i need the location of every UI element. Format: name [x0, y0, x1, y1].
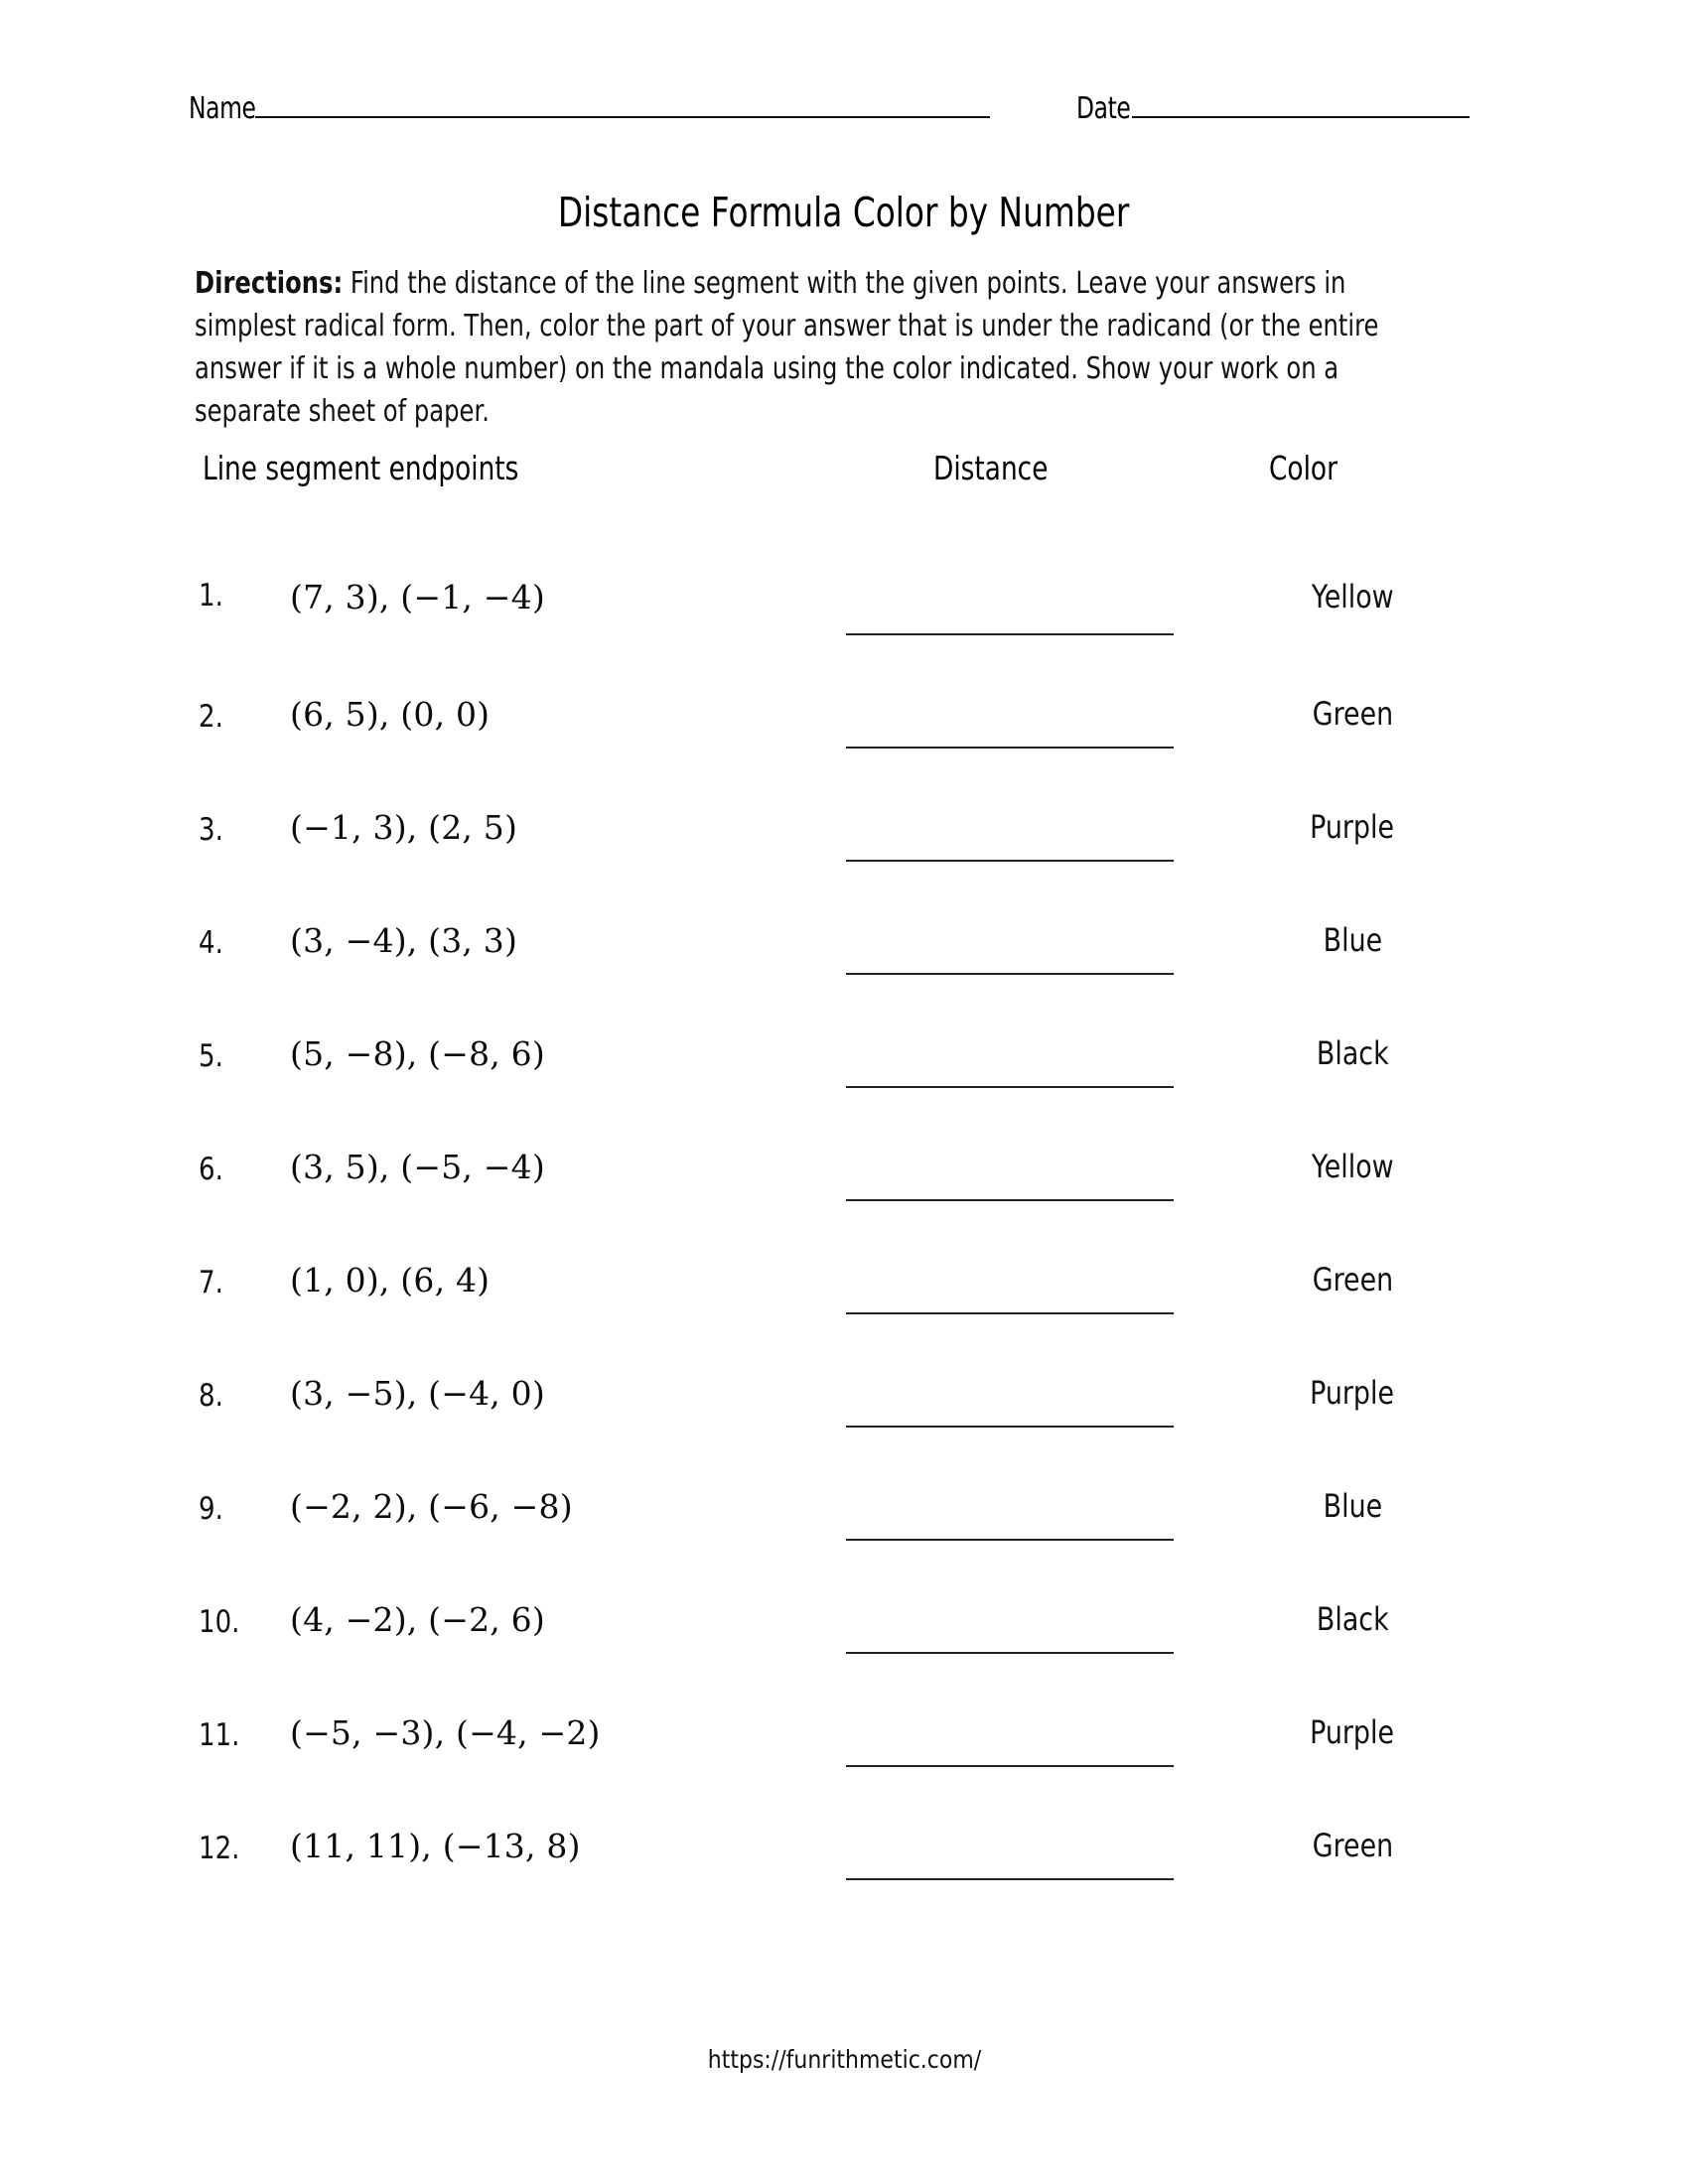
problem-row — [0, 1348, 1688, 1461]
problem-number — [199, 1038, 272, 1074]
problem-number-text: 3. — [199, 812, 223, 848]
problem-row — [0, 1574, 1688, 1688]
problem-number — [199, 1604, 272, 1640]
name-blank-line[interactable] — [255, 116, 990, 118]
problem-number — [199, 1717, 272, 1753]
name-label: Name — [189, 91, 256, 126]
problem-color — [1245, 1374, 1460, 1412]
date-blank-line[interactable] — [1132, 116, 1470, 118]
problem-row — [0, 556, 1688, 669]
directions-text: Find the distance of the line segment with the given points. Leave your answers in simplest radical form. Then, color the part of your answer that is under the radicand (or the entire answer if it is a whole number) on the mandala using the color indicated. Show your work on a separate sheet of paper. — [195, 266, 1379, 429]
answer-blank-line[interactable] — [846, 860, 1174, 862]
problem-number — [199, 1152, 272, 1187]
answer-blank-line[interactable] — [846, 1312, 1174, 1314]
problem-number — [199, 812, 272, 848]
problem-color — [1245, 921, 1460, 959]
problem-row — [0, 669, 1688, 782]
problem-row — [0, 782, 1688, 895]
problem-color-text: Black — [1316, 1034, 1389, 1072]
problem-row — [0, 1122, 1688, 1235]
problem-endpoints: (3, −4), (3, 3) — [290, 921, 518, 960]
problem-number — [199, 1378, 272, 1414]
directions-label: Directions: — [195, 266, 344, 301]
problem-endpoints: (−5, −3), (−4, −2) — [290, 1713, 601, 1752]
problem-number — [199, 925, 272, 961]
problem-endpoints: (5, −8), (−8, 6) — [290, 1034, 545, 1073]
problem-color — [1245, 1827, 1460, 1864]
problem-number — [199, 1831, 272, 1866]
problem-color-text: Green — [1312, 1261, 1393, 1298]
column-header-endpoints-text: Line segment endpoints — [203, 449, 519, 487]
column-header-color — [1269, 449, 1354, 487]
page-title — [0, 189, 1688, 236]
problem-number-text: 6. — [199, 1152, 223, 1187]
answer-blank-line[interactable] — [846, 1539, 1174, 1541]
problem-color — [1245, 1034, 1460, 1072]
answer-blank-line[interactable] — [846, 633, 1174, 635]
problem-color-text: Green — [1312, 1827, 1393, 1864]
problem-number-text: 10. — [199, 1604, 240, 1640]
date-label: Date — [1076, 91, 1131, 126]
problem-color — [1245, 578, 1460, 615]
problem-number-text: 9. — [199, 1491, 223, 1527]
problem-endpoints: (7, 3), (−1, −4) — [290, 578, 545, 616]
problem-color — [1245, 1261, 1460, 1298]
problem-number-text: 2. — [199, 699, 223, 735]
problem-endpoints: (−2, 2), (−6, −8) — [290, 1487, 573, 1526]
answer-blank-line[interactable] — [846, 1765, 1174, 1767]
answer-blank-line[interactable] — [846, 747, 1174, 749]
problem-color — [1245, 808, 1460, 846]
answer-blank-line[interactable] — [846, 1086, 1174, 1088]
column-header-color-text: Color — [1269, 449, 1337, 487]
problem-endpoints: (4, −2), (−2, 6) — [290, 1600, 545, 1639]
column-header-endpoints — [203, 449, 598, 487]
problem-endpoints: (−1, 3), (2, 5) — [290, 808, 518, 847]
problem-row — [0, 1009, 1688, 1122]
column-header-distance — [933, 449, 1076, 487]
name-date-header — [189, 91, 1470, 126]
problem-number-text: 12. — [199, 1831, 240, 1866]
problem-color-text: Purple — [1310, 1374, 1395, 1412]
footer — [0, 2045, 1688, 2074]
problem-endpoints: (3, 5), (−5, −4) — [290, 1148, 545, 1186]
problem-list — [0, 556, 1688, 1914]
problem-color-text: Black — [1316, 1600, 1389, 1638]
answer-blank-line[interactable] — [846, 1426, 1174, 1428]
problem-color — [1245, 695, 1460, 733]
answer-blank-line[interactable] — [846, 1652, 1174, 1654]
problem-color — [1245, 1487, 1460, 1525]
problem-endpoints: (1, 0), (6, 4) — [290, 1261, 491, 1299]
problem-number-text: 8. — [199, 1378, 223, 1414]
problem-endpoints: (6, 5), (0, 0) — [290, 695, 491, 734]
problem-row — [0, 1461, 1688, 1574]
directions-block — [195, 262, 1436, 433]
problem-row — [0, 1801, 1688, 1914]
answer-blank-line[interactable] — [846, 973, 1174, 975]
answer-blank-line[interactable] — [846, 1199, 1174, 1201]
problem-number — [199, 1265, 272, 1300]
column-header-distance-text: Distance — [933, 449, 1049, 487]
problem-endpoints: (3, −5), (−4, 0) — [290, 1374, 545, 1413]
problem-number-text: 4. — [199, 925, 223, 961]
page-title-text: Distance Formula Color by Number — [558, 189, 1130, 236]
problem-color — [1245, 1148, 1460, 1185]
problem-color-text: Blue — [1323, 921, 1382, 959]
column-headers — [0, 449, 1688, 496]
answer-blank-line[interactable] — [846, 1878, 1174, 1880]
problem-color-text: Yellow — [1311, 578, 1394, 615]
problem-number-text: 7. — [199, 1265, 223, 1300]
problem-row — [0, 1235, 1688, 1348]
problem-number-text: 5. — [199, 1038, 223, 1074]
problem-number-text: 1. — [199, 578, 223, 614]
problem-color — [1245, 1713, 1460, 1751]
problem-endpoints: (11, 11), (−13, 8) — [290, 1827, 581, 1865]
problem-color-text: Blue — [1323, 1487, 1382, 1525]
problem-color-text: Yellow — [1311, 1148, 1394, 1185]
problem-number-text: 11. — [199, 1717, 240, 1753]
footer-url: https://funrithmetic.com/ — [707, 2045, 981, 2074]
problem-number — [199, 699, 272, 735]
problem-row — [0, 895, 1688, 1009]
problem-color — [1245, 1600, 1460, 1638]
problem-row — [0, 1688, 1688, 1801]
problem-color-text: Purple — [1310, 1713, 1395, 1751]
problem-color-text: Purple — [1310, 808, 1395, 846]
problem-number — [199, 578, 272, 614]
problem-number — [199, 1491, 272, 1527]
problem-color-text: Green — [1312, 695, 1393, 733]
